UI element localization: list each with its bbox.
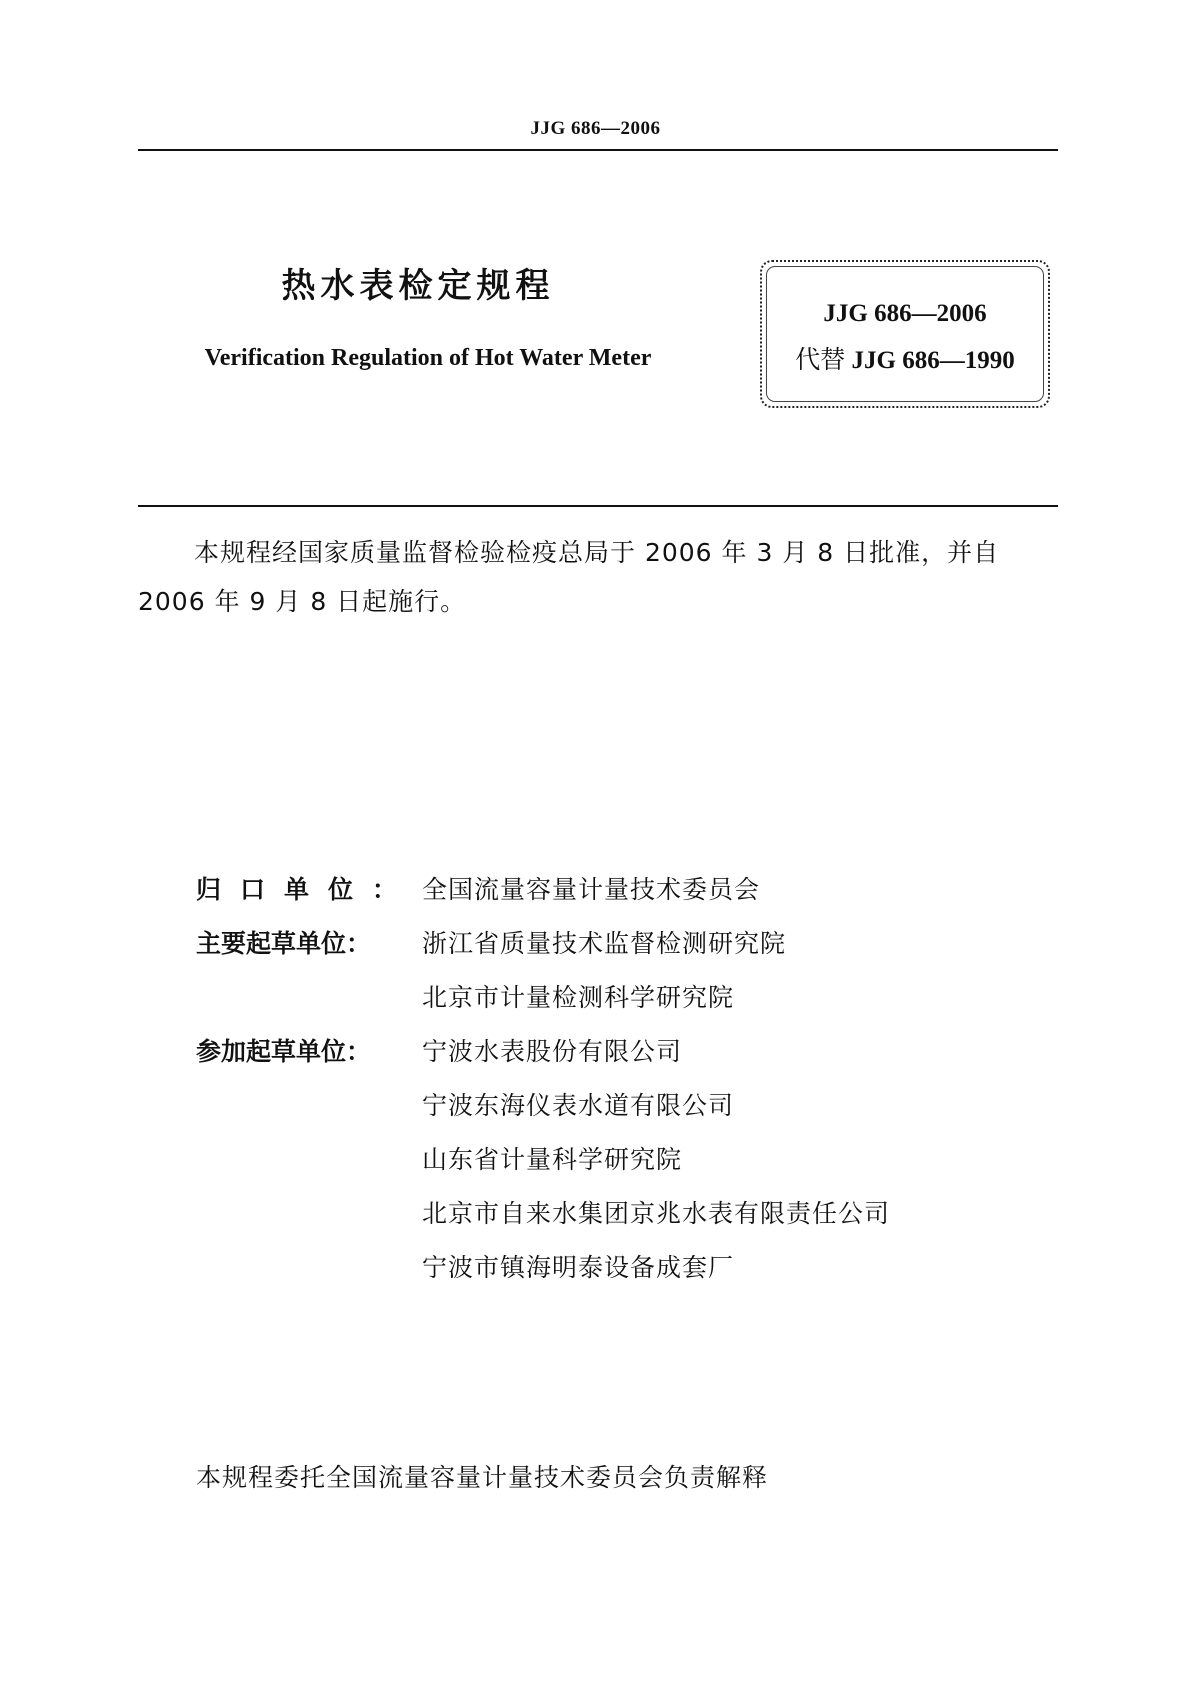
main-drafting-unit: 浙江省质量技术监督检测研究院: [422, 929, 787, 958]
main-drafting-label: 主要起草单位：: [196, 929, 372, 958]
participating-drafting-unit: 宁波水表股份有限公司: [422, 1037, 683, 1066]
replaces-prefix: 代替: [795, 345, 846, 374]
page-title: 热水表检定规程: [281, 266, 555, 306]
participating-drafting-unit: 北京市自来水集团京兆水表有限责任公司: [422, 1199, 891, 1228]
centralized-unit-name: 全国流量容量计量技术委员会: [422, 875, 761, 904]
participating-drafting-unit: 宁波东海仪表水道有限公司: [422, 1091, 735, 1120]
main-drafting-unit: 北京市计量检测科学研究院: [422, 983, 735, 1012]
standard-number: JJG 686—2006: [823, 300, 987, 327]
section-rule: [138, 505, 1058, 507]
standard-number-box: [760, 260, 1050, 408]
participating-drafting-unit: 山东省计量科学研究院: [422, 1145, 683, 1174]
participating-drafting-unit: 宁波市镇海明泰设备成套厂: [422, 1253, 735, 1282]
page-title-english: Verification Regulation of Hot Water Meter: [204, 345, 652, 371]
interpretation-note: 本规程委托全国流量容量计量技术委员会负责解释: [196, 1463, 769, 1492]
header-rule: [138, 149, 1058, 151]
replaced-standard-number: JJG 686—1990: [851, 347, 1015, 374]
approval-text: 本规程经国家质量监督检验检疫总局于 2006 年 3 月 8 日批准，并自 2006 年 9 月 8 日起施行。: [138, 538, 1000, 616]
header-standard-code: JJG 686—2006: [530, 118, 661, 139]
replaces-line: [762, 340, 1048, 376]
participating-drafting-label: 参加起草单位：: [196, 1037, 372, 1066]
centralized-unit-label: 归口单位：: [196, 875, 417, 904]
